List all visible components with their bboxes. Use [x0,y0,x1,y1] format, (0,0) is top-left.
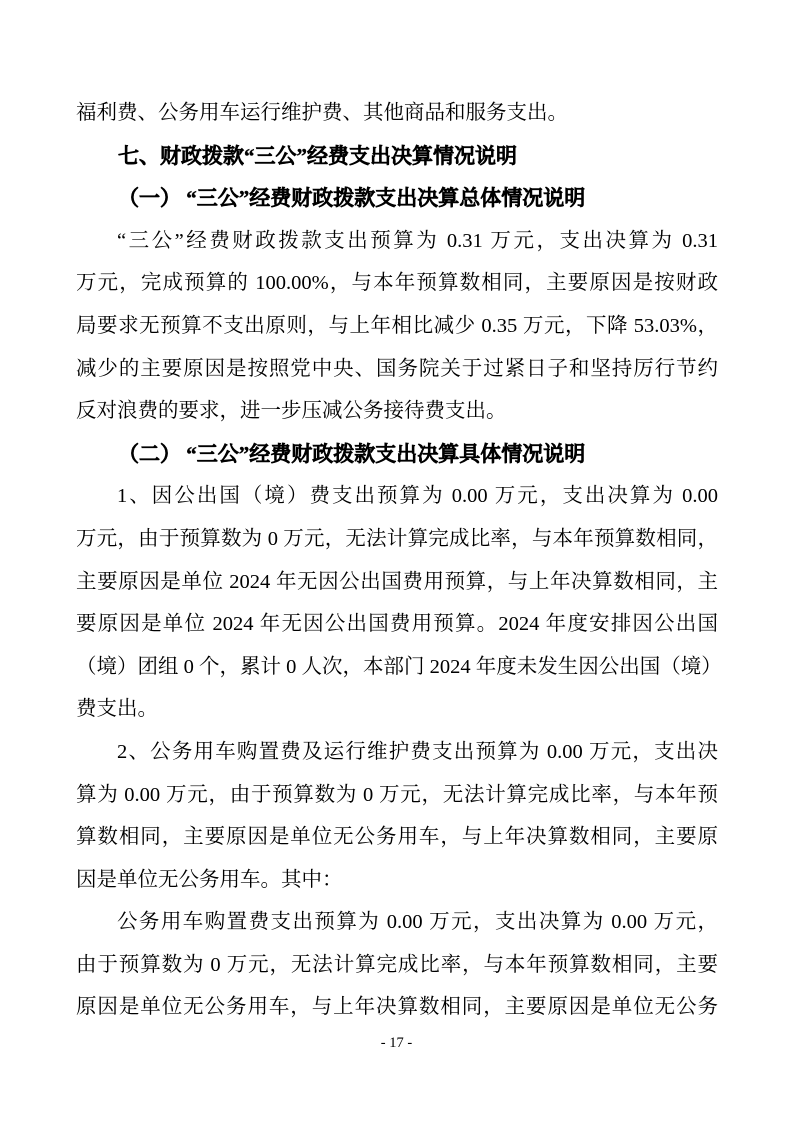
heading-text: （一） “三公”经费财政拨款支出决算总体情况说明 [118,186,586,211]
document-body [76,92,722,1029]
paragraph-continuation [76,92,718,135]
text-line: 因是单位无公务用车。其中： [76,868,343,891]
text-line: 要原因是单位 2024 年无因公出国费用预算。2024 年度安排因公出国 [76,613,718,636]
text-line: 主要原因是单位 2024 年无因公出国费用预算，与上年决算数相同，主 [76,570,718,593]
paragraph-vehicle-purchase [76,901,718,1029]
text-line: 福利费、公务用车运行维护费、其他商品和服务支出。 [76,102,568,124]
subsection-heading-two [76,433,718,476]
text-line: 费支出。 [76,698,158,721]
paragraph-vehicle-expense [76,731,718,901]
heading-text: （二） “三公”经费财政拨款支出决算具体情况说明 [118,441,586,466]
section-heading-seven [76,135,718,178]
text-line: 反对浪费的要求，进一步压减公务接待费支出。 [76,400,507,423]
text-line: 万元，由于预算数为 0 万元，无法计算完成比率，与本年预算数相同， [76,527,718,550]
text-line: 局要求无预算不支出原则，与上年相比减少 0.35 万元，下降 53.03%， [76,314,718,337]
text-line: 公务用车购置费支出预算为 0.00 万元，支出决算为 0.00 万元， [117,911,718,934]
text-line: 万元，完成预算的 100.00%，与本年预算数相同，主要原因是按财政 [76,272,718,295]
subsection-heading-one [76,177,718,220]
text-line: （境）团组 0 个，累计 0 人次，本部门 2024 年度未发生因公出国（境） [76,655,722,678]
paragraph-overall-situation [76,220,718,433]
text-line: 由于预算数为 0 万元，无法计算完成比率，与本年预算数相同，主要 [76,953,718,976]
page-number: - 17 - [380,1035,413,1051]
text-line: 2、公务用车购置费及运行维护费支出预算为 0.00 万元，支出决 [117,740,718,763]
text-line: 减少的主要原因是按照党中央、国务院关于过紧日子和坚持厉行节约 [76,357,718,380]
heading-text: 七、财政拨款“三公”经费支出决算情况说明 [118,143,517,168]
text-line: 1、因公出国（境）费支出预算为 0.00 万元，支出决算为 0.00 [117,485,718,508]
paragraph-abroad-expense [76,475,722,731]
text-line: 算数相同，主要原因是单位无公务用车，与上年决算数相同，主要原 [76,826,718,849]
text-line: 算为 0.00 万元，由于预算数为 0 万元，无法计算完成比率，与本年预 [76,783,718,806]
text-line: “三公”经费财政拨款支出预算为 0.31 万元，支出决算为 0.31 [117,229,718,252]
text-line: 原因是单位无公务用车，与上年决算数相同，主要原因是单位无公务 [76,996,718,1019]
